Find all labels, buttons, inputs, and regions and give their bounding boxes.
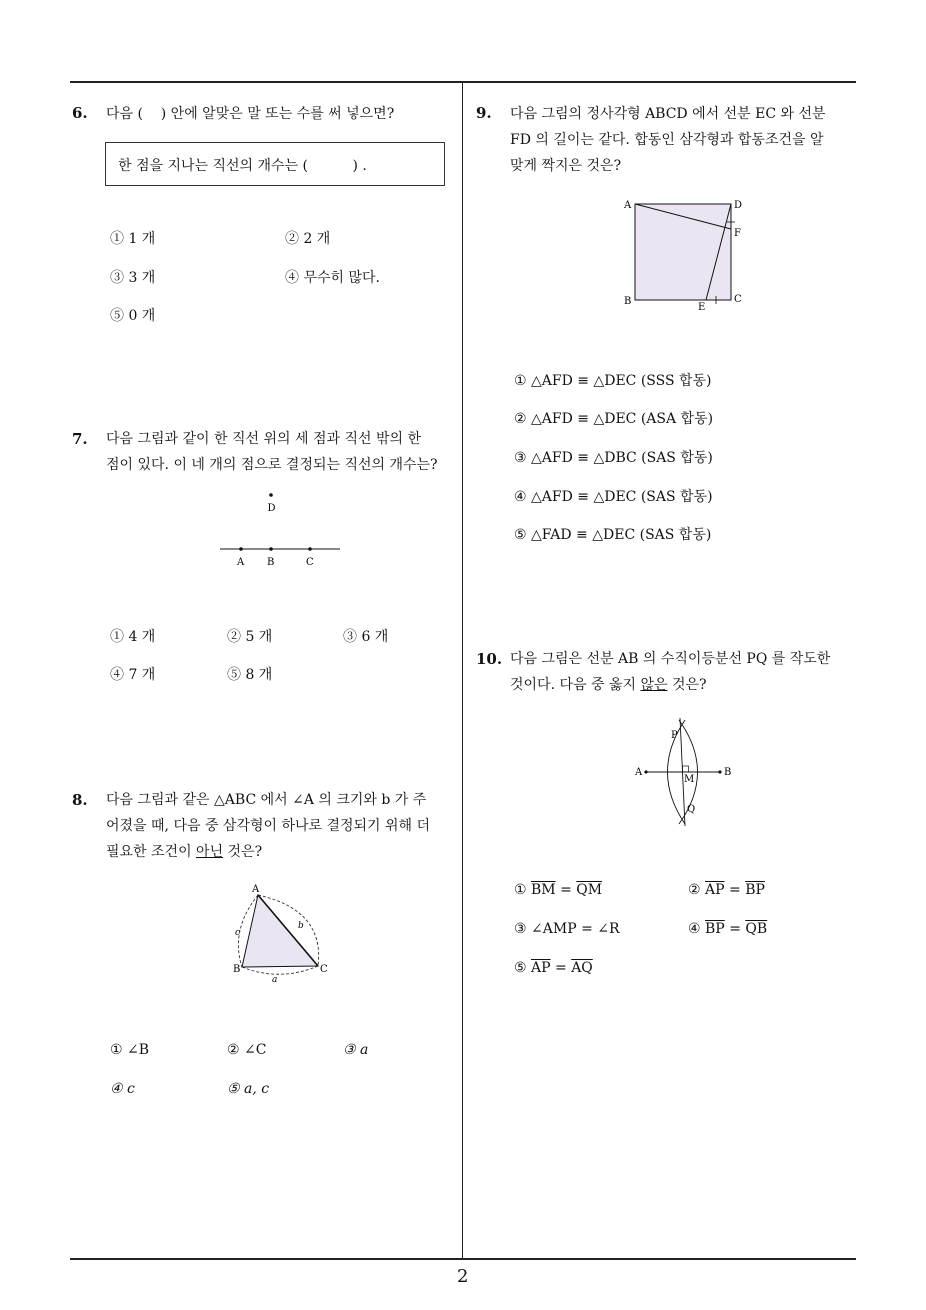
q10-option-4-op: = <box>729 921 741 937</box>
q10-option-4-num: ④ <box>688 921 701 937</box>
q10-option-3-op: = <box>581 921 593 937</box>
q8-label-side-b: b <box>298 921 304 931</box>
q7-option-1[interactable]: ① 4 개 <box>110 629 156 645</box>
q9-label-d: D <box>734 200 743 211</box>
label-c: C <box>306 557 314 568</box>
q10-option-3-num: ③ <box>514 921 527 937</box>
q10-option-3[interactable] <box>514 921 620 937</box>
point-d <box>269 493 273 497</box>
q8-option-3[interactable]: ③ a <box>343 1042 369 1058</box>
q9-label-a: A <box>624 200 632 211</box>
q10-line2-post: 것은? <box>667 677 707 693</box>
question-9-text-line2: FD 의 길이는 같다. 합동인 삼각형과 합동조건을 알 <box>510 132 824 148</box>
q10-option-2[interactable] <box>688 882 765 898</box>
q10-right-angle <box>683 766 689 772</box>
q10-figure <box>630 716 740 828</box>
q7-option-4[interactable]: ④ 7 개 <box>110 667 156 683</box>
q10-label-q: Q <box>687 804 696 815</box>
q9-label-b: B <box>624 296 632 307</box>
q8-figure <box>225 880 335 990</box>
question-8-number: 8. <box>72 791 88 809</box>
q10-line2-underline: 않은 <box>640 677 668 693</box>
q8-line3-post: 것은? <box>223 844 263 860</box>
point-c <box>308 547 312 551</box>
q7-option-5[interactable]: ⑤ 8 개 <box>227 667 273 683</box>
q9-figure <box>620 192 750 317</box>
question-7-text-line2: 점이 있다. 이 네 개의 점으로 결정되는 직선의 개수는? <box>106 457 438 473</box>
q10-option-3-right: ∠R <box>597 921 620 937</box>
q10-option-4-left: $\overline{BP}$ <box>705 921 725 937</box>
q9-label-c: C <box>734 294 742 305</box>
q6-option-2[interactable]: ② 2 개 <box>285 231 331 247</box>
q10-option-5[interactable] <box>514 960 593 976</box>
q10-label-p: P <box>671 730 678 741</box>
q10-option-2-right: $\overline{BP}$ <box>745 882 765 898</box>
q9-option-1[interactable]: ① △AFD ≡ △DEC (SSS 합동) <box>514 373 712 389</box>
q10-option-3-left: ∠AMP <box>531 921 577 937</box>
q8-label-c: C <box>320 964 328 975</box>
question-10-text-line1: 다음 그림은 선분 AB 의 수직이등분선 PQ 를 작도한 <box>510 651 831 667</box>
q10-option-2-left: $\overline{AP}$ <box>705 882 725 898</box>
q8-triangle <box>242 895 318 967</box>
question-7-text-line1: 다음 그림과 같이 한 직선 위의 세 점과 직선 밖의 한 <box>106 431 421 447</box>
bottom-rule <box>70 1258 856 1260</box>
q8-label-a: A <box>252 884 260 895</box>
q9-option-3[interactable]: ③ △AFD ≡ △DBC (SAS 합동) <box>514 450 713 466</box>
question-6-number: 6. <box>72 104 88 122</box>
q10-option-1-right: $\overline{QM}$ <box>576 882 603 898</box>
q6-option-4[interactable]: ④ 무수히 많다. <box>285 270 380 286</box>
q10-option-2-num: ② <box>688 882 701 898</box>
q10-option-5-op: = <box>555 960 567 976</box>
point-b <box>269 547 273 551</box>
q10-point-b <box>718 770 721 773</box>
q10-label-m: M <box>684 774 695 785</box>
q6-option-3[interactable]: ③ 3 개 <box>110 270 156 286</box>
question-8-text-line1: 다음 그림과 같은 △ABC 에서 ∠A 의 크기와 b 가 주 <box>106 792 427 808</box>
q10-option-4-right: $\overline{QB}$ <box>745 921 768 937</box>
q10-option-2-op: = <box>729 882 741 898</box>
question-9-text-line3: 맞게 짝지은 것은? <box>510 158 622 174</box>
question-6-box-text: 한 점을 지나는 직선의 개수는 ( ) . <box>118 158 367 174</box>
question-10-text-line2 <box>510 672 707 699</box>
page-number: 2 <box>457 1266 469 1287</box>
q9-label-f: F <box>734 228 741 239</box>
q8-option-4[interactable]: ④ c <box>110 1081 135 1097</box>
q10-label-b: B <box>724 767 732 778</box>
question-8-text-line2: 어졌을 때, 다음 중 삼각형이 하나로 결정되기 위해 더 <box>106 818 431 834</box>
label-b: B <box>267 557 275 568</box>
q10-label-a: A <box>635 767 643 778</box>
q7-option-3[interactable]: ③ 6 개 <box>343 629 389 645</box>
label-d: D <box>267 503 276 514</box>
q10-option-5-right: $\overline{AQ}$ <box>571 960 593 976</box>
q8-option-1[interactable]: ① ∠B <box>110 1042 150 1058</box>
q8-option-5[interactable]: ⑤ a, c <box>227 1081 270 1097</box>
q10-option-5-num: ⑤ <box>514 960 527 976</box>
q8-line3-underline: 아닌 <box>196 844 224 860</box>
q10-option-4[interactable] <box>688 921 767 937</box>
question-6-box <box>105 142 445 186</box>
q9-option-2[interactable]: ② △AFD ≡ △DEC (ASA 합동) <box>514 411 714 427</box>
q9-option-4[interactable]: ④ △AFD ≡ △DEC (SAS 합동) <box>514 489 713 505</box>
question-10-number: 10. <box>476 650 503 668</box>
q8-line3-pre: 필요한 조건이 <box>106 844 197 860</box>
q6-option-5[interactable]: ⑤ 0 개 <box>110 308 156 324</box>
q8-label-b: B <box>233 964 241 975</box>
q9-label-e: E <box>698 302 706 313</box>
question-8-text-line3 <box>106 839 262 866</box>
point-a <box>239 547 243 551</box>
q8-option-2[interactable]: ② ∠C <box>227 1042 267 1058</box>
question-7-number: 7. <box>72 430 88 448</box>
q10-option-5-left: $\overline{AP}$ <box>531 960 551 976</box>
q8-label-side-a: a <box>272 975 278 985</box>
question-9-text-line1: 다음 그림의 정사각형 ABCD 에서 선분 EC 와 선분 <box>510 106 826 122</box>
question-6-text: 다음 ( ) 안에 알맞은 말 또는 수를 써 넣으면? <box>106 106 395 122</box>
q7-option-2[interactable]: ② 5 개 <box>227 629 273 645</box>
q9-square <box>635 204 731 300</box>
q10-option-1-left: $\overline{BM}$ <box>531 882 556 898</box>
q10-line2-pre: 것이다. 다음 중 옳지 <box>510 677 641 693</box>
q10-point-a <box>644 770 647 773</box>
label-a: A <box>237 557 245 568</box>
q9-option-5[interactable]: ⑤ △FAD ≡ △DEC (SAS 합동) <box>514 527 712 543</box>
q10-option-1[interactable] <box>514 882 602 898</box>
q8-label-side-c: c <box>235 928 241 938</box>
q10-option-1-num: ① <box>514 882 527 898</box>
q6-option-1[interactable]: ① 1 개 <box>110 231 156 247</box>
q10-option-1-op: = <box>560 882 572 898</box>
q7-figure <box>210 490 350 570</box>
column-divider <box>462 81 463 1259</box>
question-9-number: 9. <box>476 104 492 122</box>
